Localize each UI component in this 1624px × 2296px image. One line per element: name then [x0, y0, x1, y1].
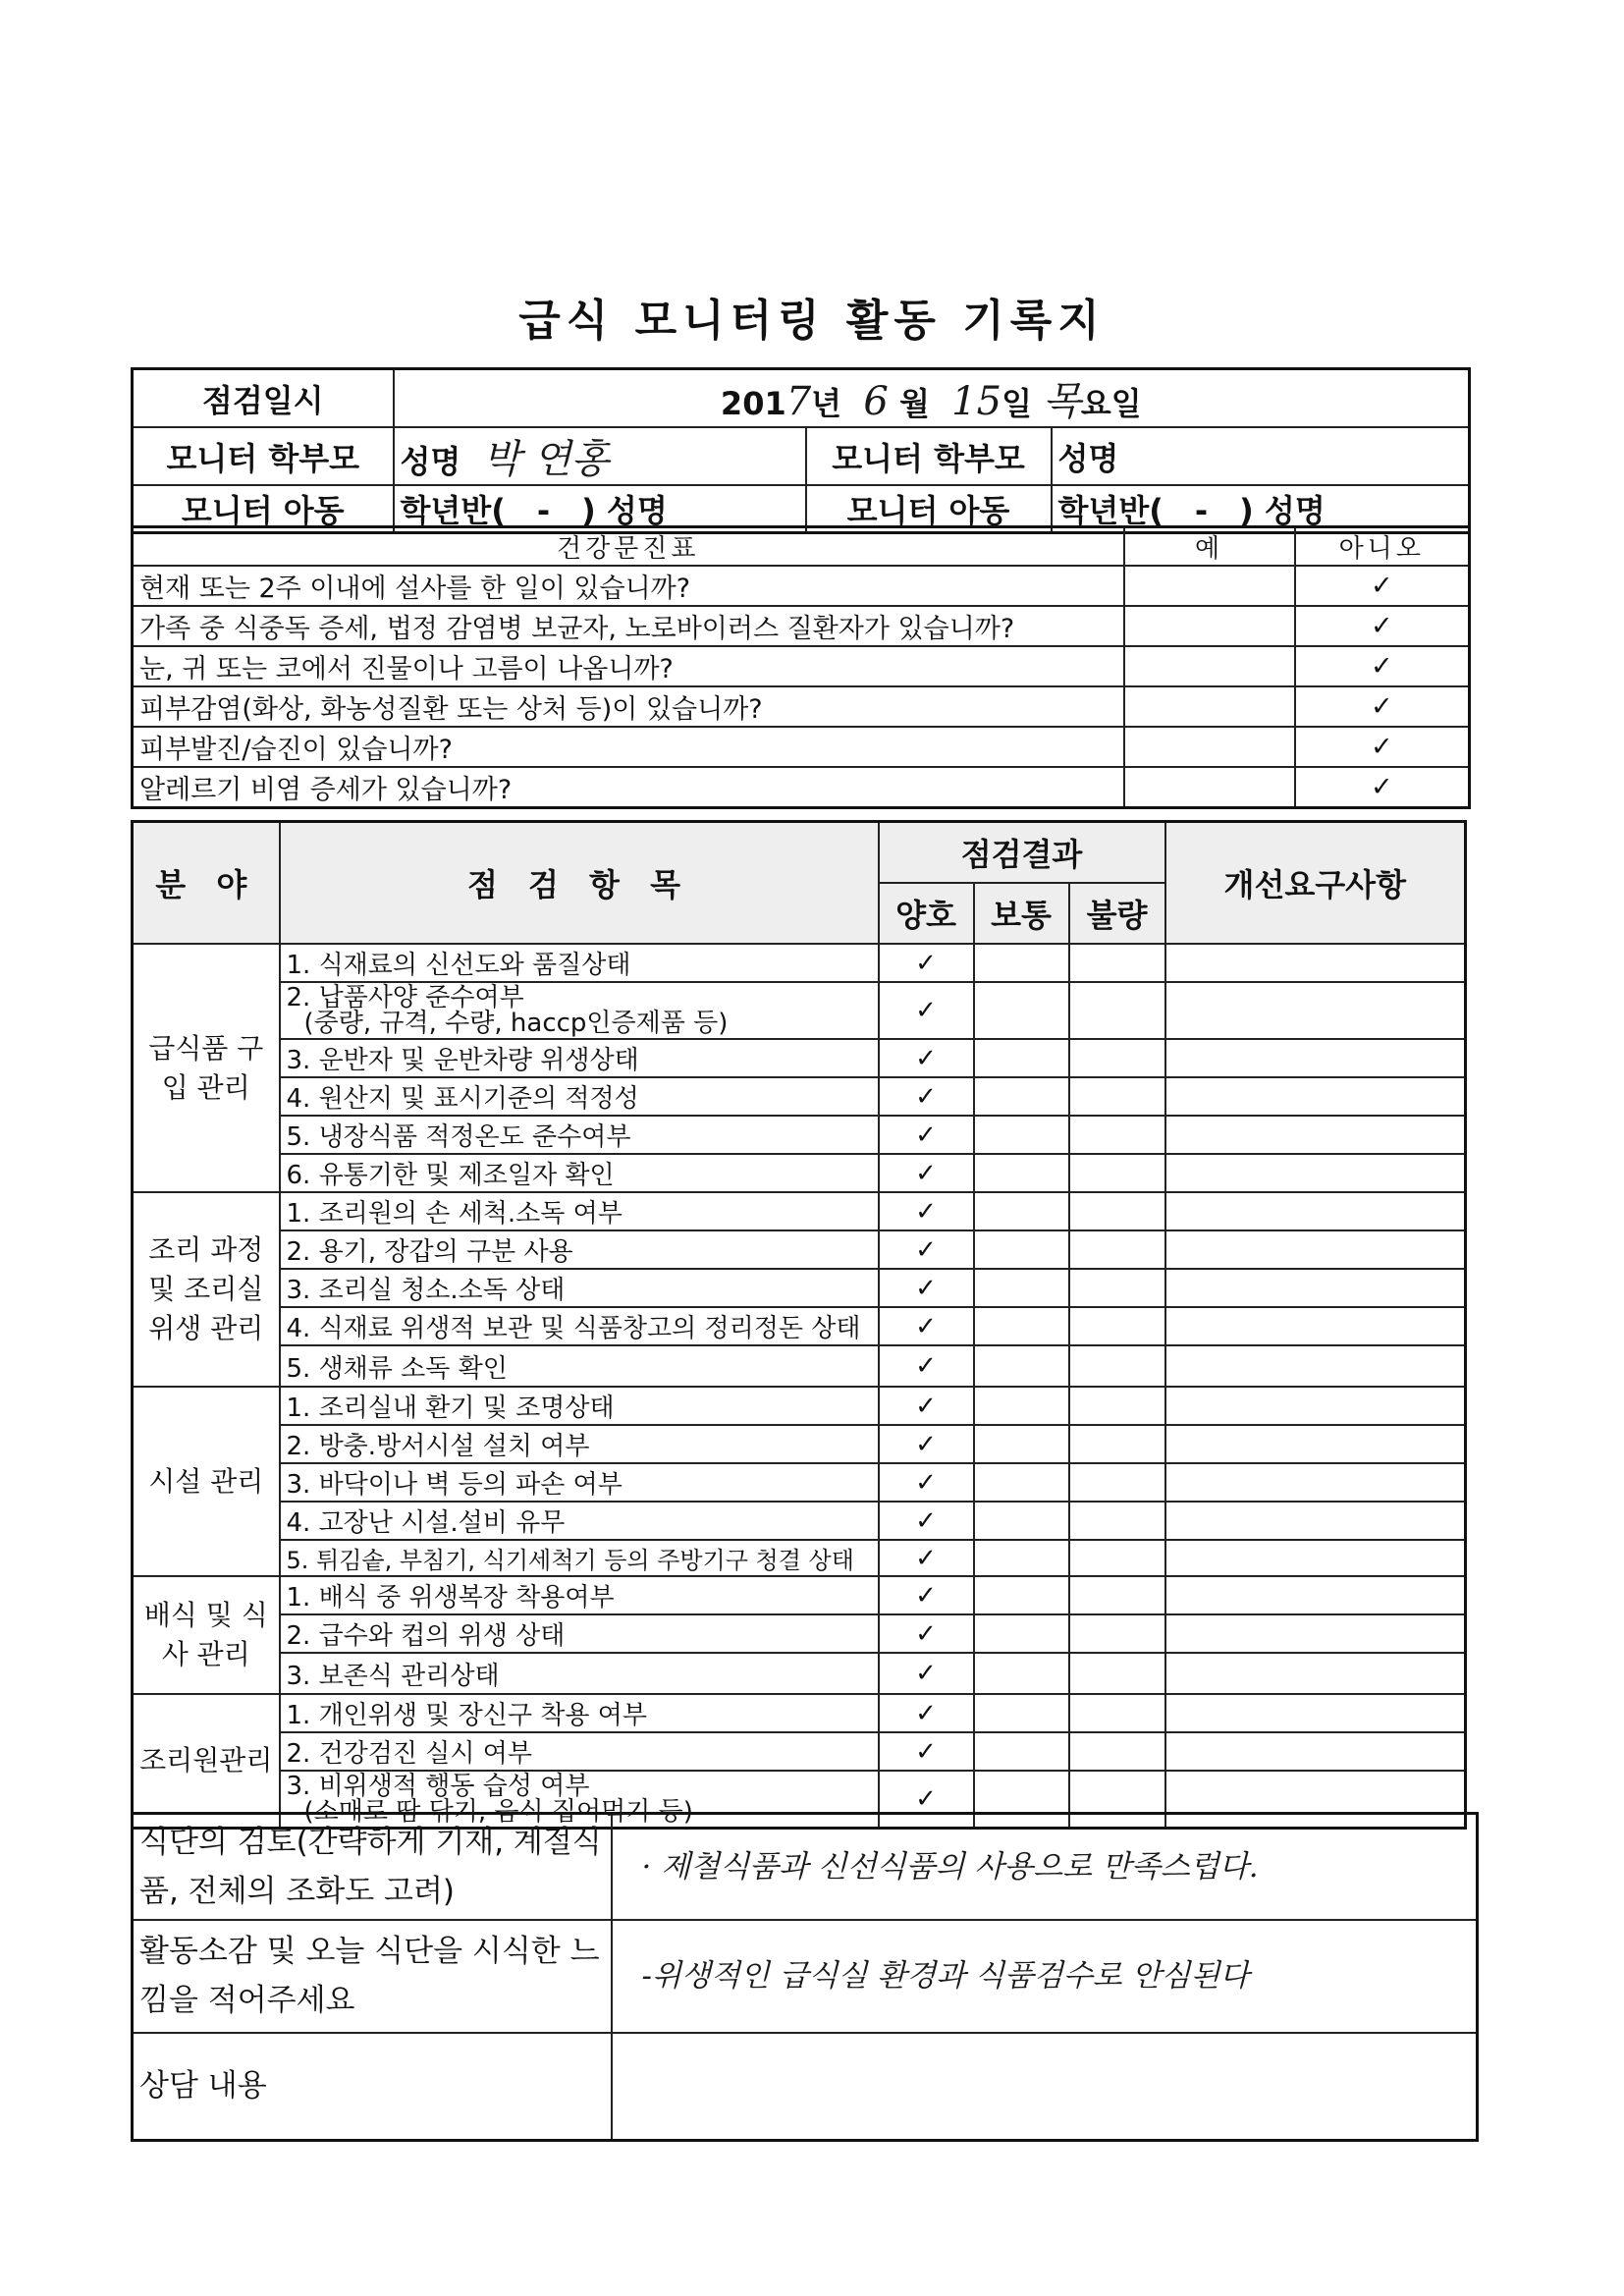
check-icon: ✓ — [879, 1694, 974, 1732]
table-row — [133, 1576, 1466, 1614]
check-icon: ✓ — [879, 1230, 974, 1269]
check-icon: ✓ — [1295, 686, 1470, 727]
bad-cell — [1069, 1387, 1165, 1425]
inspection-item: 2. 급수와 컵의 위생 상태 — [280, 1614, 879, 1653]
normal-cell — [974, 944, 1069, 982]
impression-text: -위생적인 급식실 환경과 식품검수로 안심된다 — [612, 1920, 1478, 2033]
table-row — [133, 1345, 1466, 1387]
table-row — [133, 982, 1466, 1039]
check-icon: ✓ — [1295, 646, 1470, 686]
inspection-item: 4. 원산지 및 표시기준의 적정성 — [280, 1077, 879, 1116]
table-row — [133, 1732, 1466, 1771]
area-cell: 시설 관리 — [133, 1387, 280, 1576]
inspection-item: 1. 조리원의 손 세척.소독 여부 — [280, 1192, 879, 1230]
menu-review-text: · 제철식품과 신선식품의 사용으로 만족스럽다. — [612, 1814, 1478, 1920]
normal-cell — [974, 1732, 1069, 1771]
table-row — [133, 1077, 1466, 1116]
table-row — [133, 1463, 1466, 1502]
normal-header: 보통 — [974, 883, 1069, 944]
table-row — [133, 1653, 1466, 1694]
check-icon: ✓ — [879, 1653, 974, 1694]
improve-cell — [1165, 944, 1466, 982]
check-icon: ✓ — [879, 1732, 974, 1771]
health-row — [133, 646, 1470, 686]
table-row — [133, 1307, 1466, 1345]
table-row — [133, 1154, 1466, 1192]
table-row — [133, 1614, 1466, 1653]
health-yes-cell — [1124, 727, 1295, 767]
weekday-unit: 요일 — [1080, 385, 1142, 422]
improve-cell — [1165, 1576, 1466, 1614]
impression-label: 활동소감 및 오늘 식단을 시식한 느낌을 적어주세요 — [133, 1920, 612, 2033]
health-yes-cell — [1124, 566, 1295, 606]
improve-cell — [1165, 1540, 1466, 1576]
table-row — [133, 1192, 1466, 1230]
improve-cell — [1165, 1192, 1466, 1230]
inspection-item: 1. 배식 중 위생복장 착용여부 — [280, 1576, 879, 1614]
improve-cell — [1165, 1425, 1466, 1463]
inspection-item: 3. 조리실 청소.소독 상태 — [280, 1269, 879, 1307]
child-role-2: 모니터 아동 — [806, 485, 1052, 533]
consult-text — [612, 2033, 1478, 2141]
result-header: 점검결과 — [879, 822, 1165, 884]
improve-cell — [1165, 1387, 1466, 1425]
normal-cell — [974, 1576, 1069, 1614]
improve-cell — [1165, 1463, 1466, 1502]
health-yes-cell — [1124, 686, 1295, 727]
date-year-digit: 7 — [785, 379, 812, 424]
table-row — [133, 1039, 1466, 1077]
check-icon: ✓ — [879, 1154, 974, 1192]
normal-cell — [974, 1502, 1069, 1540]
improve-cell — [1165, 1653, 1466, 1694]
inspection-item: 1. 조리실내 환기 및 조명상태 — [280, 1387, 879, 1425]
improve-cell — [1165, 982, 1466, 1039]
table-row — [133, 1694, 1466, 1732]
bad-cell — [1069, 944, 1165, 982]
bad-cell — [1069, 1269, 1165, 1307]
check-icon: ✓ — [879, 1614, 974, 1653]
bad-cell — [1069, 1694, 1165, 1732]
date-day: 15 — [951, 379, 1002, 424]
improve-cell — [1165, 1230, 1466, 1269]
normal-cell — [974, 1425, 1069, 1463]
table-row — [133, 1540, 1466, 1576]
year-unit: 년 — [811, 385, 842, 422]
check-icon: ✓ — [1295, 566, 1470, 606]
health-row — [133, 767, 1470, 808]
inspection-item: 5. 튀김솥, 부침기, 식기세척기 등의 주방기구 청결 상태 — [280, 1540, 879, 1576]
health-header-title: 건강문진표 — [133, 527, 1124, 567]
bad-cell — [1069, 1192, 1165, 1230]
normal-cell — [974, 1039, 1069, 1077]
bad-cell — [1069, 1345, 1165, 1387]
inspection-item: 5. 냉장식품 적정온도 준수여부 — [280, 1116, 879, 1154]
check-icon: ✓ — [879, 944, 974, 982]
improve-cell — [1165, 1269, 1466, 1307]
check-icon: ✓ — [879, 1345, 974, 1387]
check-icon: ✓ — [1295, 606, 1470, 646]
inspection-item-sub: (중량, 규격, 수량, haccp인증제품 등) — [303, 1009, 729, 1038]
inspection-item: 3. 운반자 및 운반차량 위생상태 — [280, 1039, 879, 1077]
normal-cell — [974, 1694, 1069, 1732]
improve-cell — [1165, 1077, 1466, 1116]
bad-cell — [1069, 1154, 1165, 1192]
normal-cell — [974, 1463, 1069, 1502]
area-cell: 급식품 구입 관리 — [133, 944, 280, 1192]
parent-role-1: 모니터 학부모 — [133, 427, 394, 485]
improve-cell — [1165, 1694, 1466, 1732]
normal-cell — [974, 1307, 1069, 1345]
bad-cell — [1069, 1540, 1165, 1576]
check-icon: ✓ — [879, 1502, 974, 1540]
date-weekday: 목 — [1043, 379, 1081, 424]
health-question: 눈, 귀 또는 코에서 진물이나 고름이 나옵니까? — [133, 646, 1124, 686]
bad-cell — [1069, 1463, 1165, 1502]
normal-cell — [974, 1387, 1069, 1425]
items-header: 점 검 항 목 — [280, 822, 879, 945]
improve-header: 개선요구사항 — [1165, 822, 1466, 945]
bad-cell — [1069, 1502, 1165, 1540]
review-table — [131, 1812, 1479, 2142]
inspection-item: 5. 생채류 소독 확인 — [280, 1345, 879, 1387]
name-label-1: 성명 — [400, 443, 461, 480]
child-grade-2: 학년반( - ) 성명 — [1052, 485, 1470, 533]
day-unit: 일 — [1001, 385, 1032, 422]
inspection-item: 1. 식재료의 신선도와 품질상태 — [280, 944, 879, 982]
area-cell: 배식 및 식사 관리 — [133, 1576, 280, 1694]
health-row — [133, 566, 1470, 606]
check-icon: ✓ — [879, 1771, 974, 1829]
bad-cell — [1069, 1576, 1165, 1614]
normal-cell — [974, 1192, 1069, 1230]
normal-cell — [974, 1269, 1069, 1307]
table-row — [133, 1230, 1466, 1269]
table-row — [133, 1387, 1466, 1425]
health-yes-cell — [1124, 606, 1295, 646]
check-icon: ✓ — [879, 1540, 974, 1576]
inspection-item: 2. 건강검진 실시 여부 — [280, 1732, 879, 1771]
health-question: 현재 또는 2주 이내에 설사를 한 일이 있습니까? — [133, 566, 1124, 606]
health-header-no: 아니오 — [1295, 527, 1470, 567]
date-label: 점검일시 — [133, 369, 394, 428]
child-role-1: 모니터 아동 — [133, 485, 394, 533]
bad-cell — [1069, 1077, 1165, 1116]
improve-cell — [1165, 1502, 1466, 1540]
inspection-item: 4. 식재료 위생적 보관 및 식품창고의 정리정돈 상태 — [280, 1307, 879, 1345]
parent-name-1: 박 연홍 — [482, 437, 610, 482]
table-row — [133, 1116, 1466, 1154]
normal-cell — [974, 1345, 1069, 1387]
table-row — [133, 1425, 1466, 1463]
area-cell: 조리원관리 — [133, 1694, 280, 1829]
improve-cell — [1165, 1614, 1466, 1653]
area-header: 분 야 — [133, 822, 280, 945]
bad-cell — [1069, 1425, 1165, 1463]
normal-cell — [974, 1116, 1069, 1154]
bad-cell — [1069, 982, 1165, 1039]
area-cell: 조리 과정 및 조리실 위생 관리 — [133, 1192, 280, 1387]
menu-review-label: 식단의 검토(간략하게 기재, 계절식품, 전체의 조화도 고려) — [133, 1814, 612, 1920]
consult-label: 상담 내용 — [133, 2033, 612, 2141]
health-questionnaire-table — [131, 525, 1471, 809]
normal-cell — [974, 1540, 1069, 1576]
normal-cell — [974, 1154, 1069, 1192]
check-icon: ✓ — [879, 982, 974, 1039]
normal-cell — [974, 1653, 1069, 1694]
health-question: 피부감염(화상, 화농성질환 또는 상처 등)이 있습니까? — [133, 686, 1124, 727]
health-yes-cell — [1124, 646, 1295, 686]
parent-name-cell-2: 성명 — [1052, 427, 1470, 485]
health-question: 피부발진/습진이 있습니까? — [133, 727, 1124, 767]
check-icon: ✓ — [879, 1116, 974, 1154]
health-question: 가족 중 식중독 증세, 법정 감염병 보균자, 노로바이러스 질환자가 있습니까? — [133, 606, 1124, 646]
improve-cell — [1165, 1116, 1466, 1154]
inspection-item — [280, 982, 879, 1039]
inspection-item: 6. 유통기한 및 제조일자 확인 — [280, 1154, 879, 1192]
inspection-item: 4. 고장난 시설.설비 유무 — [280, 1502, 879, 1540]
health-header-yes: 예 — [1124, 527, 1295, 567]
check-icon: ✓ — [1295, 767, 1470, 808]
check-icon: ✓ — [879, 1387, 974, 1425]
page-title: 급식 모니터링 활동 기록지 — [518, 296, 1106, 346]
month-unit: 월 — [898, 385, 930, 422]
inspection-item-text: 3. 비위생적 행동 습성 여부 — [286, 1772, 590, 1801]
date-prefix: 201 — [720, 385, 786, 422]
bad-cell — [1069, 1732, 1165, 1771]
inspection-item: 3. 보존식 관리상태 — [280, 1653, 879, 1694]
inspection-item: 3. 바닥이나 벽 등의 파손 여부 — [280, 1463, 879, 1502]
table-row — [133, 1502, 1466, 1540]
inspection-item: 2. 용기, 장갑의 구분 사용 — [280, 1230, 879, 1269]
inspection-table — [131, 820, 1467, 1830]
bad-cell — [1069, 1230, 1165, 1269]
check-icon: ✓ — [879, 1039, 974, 1077]
check-icon: ✓ — [879, 1269, 974, 1307]
normal-cell — [974, 1230, 1069, 1269]
improve-cell — [1165, 1732, 1466, 1771]
improve-cell — [1165, 1307, 1466, 1345]
parent-role-2: 모니터 학부모 — [806, 427, 1052, 485]
improve-cell — [1165, 1345, 1466, 1387]
health-row — [133, 727, 1470, 767]
child-grade-1: 학년반( - ) 성명 — [394, 485, 806, 533]
health-row — [133, 606, 1470, 646]
header-table — [131, 367, 1471, 534]
health-row — [133, 686, 1470, 727]
bad-cell — [1069, 1307, 1165, 1345]
improve-cell — [1165, 1039, 1466, 1077]
bad-header: 불량 — [1069, 883, 1165, 944]
health-yes-cell — [1124, 767, 1295, 808]
inspection-item: 1. 개인위생 및 장신구 착용 여부 — [280, 1694, 879, 1732]
check-icon: ✓ — [879, 1192, 974, 1230]
inspection-item: 2. 방충.방서시설 설치 여부 — [280, 1425, 879, 1463]
bad-cell — [1069, 1614, 1165, 1653]
check-icon: ✓ — [879, 1425, 974, 1463]
normal-cell — [974, 1614, 1069, 1653]
bad-cell — [1069, 1039, 1165, 1077]
parent-name-cell-1 — [394, 427, 806, 485]
date-value — [394, 369, 1470, 428]
normal-cell — [974, 982, 1069, 1039]
check-icon: ✓ — [879, 1463, 974, 1502]
check-icon: ✓ — [879, 1576, 974, 1614]
improve-cell — [1165, 1154, 1466, 1192]
normal-cell — [974, 1077, 1069, 1116]
check-icon: ✓ — [1295, 727, 1470, 767]
inspection-item-sub: (소매로 땀 닦기, 음식 집어먹기 등) — [303, 1797, 693, 1827]
inspection-item-text: 2. 납품사양 준수여부 — [286, 983, 524, 1012]
good-header: 양호 — [879, 883, 974, 944]
check-icon: ✓ — [879, 1077, 974, 1116]
check-icon: ✓ — [879, 1307, 974, 1345]
date-month: 6 — [863, 379, 889, 424]
health-question: 알레르기 비염 증세가 있습니까? — [133, 767, 1124, 808]
table-row — [133, 944, 1466, 982]
bad-cell — [1069, 1653, 1165, 1694]
bad-cell — [1069, 1116, 1165, 1154]
table-row — [133, 1269, 1466, 1307]
